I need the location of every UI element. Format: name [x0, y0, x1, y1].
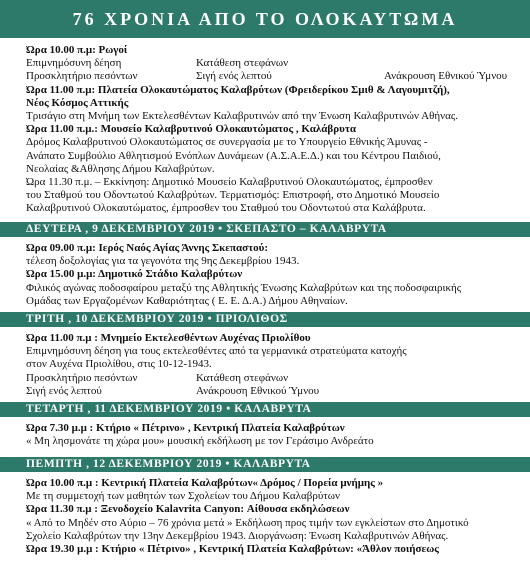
event-text: Επιμνημόσυνη δέηση για τους εκτελεσθέντες από τα γερμανικά στρατεύματα κατοχής [26, 345, 407, 358]
event-text: « Μη λησμονάτε τη χώρα μου» μουσική εκδήλωση με τον Γεράσιμο Ανδρεάτο [26, 435, 374, 448]
section-day-1 [26, 44, 526, 215]
event-text: Δρόμος Καλαβρυτινού Ολοκαυτώματος σε συνεργασία με το Υπουργείο Εθνικής Άμυνας - [26, 136, 428, 149]
event-heading: Ώρα 10.00 π.μ : Κεντρική Πλατεία Καλαβρύτων« Δρόμος / Πορεία μνήμης » [26, 477, 384, 489]
event-time-rogoi: Ώρα 10.00 π.μ: Ρωγοί [26, 44, 128, 56]
event-row: Σιγή ενός λεπτού Ανάκρουση Εθνικού Ύμνου [26, 384, 320, 397]
event-text: Ομάδας των Εργαζομένων Καθαριότητας ( Ε. Ε. Δ.Α.) Δήμου Αθηναίων. [26, 294, 348, 307]
event-heading: Ώρα 11.00 π.μ: Πλατεία Ολοκαυτώματος Καλαβρύτων (Φρειδερίκου Σμιθ & Λαγουμιτζή), [26, 83, 450, 96]
section-day-5 [26, 477, 526, 556]
event-heading: Ώρα 09.00 π.μ: Ιερός Ναός Αγίας Άννης Σκεπαστού: [26, 242, 269, 254]
event-text: Νεολαίας &Αθλησης Δήμου Καλαβρύτων. [26, 162, 215, 175]
section-day-4 [26, 422, 526, 448]
event-text: Με τη συμμετοχή των μαθητών των Σχολείων του Δήμου Καλαβρύτων [26, 490, 340, 503]
event-row: Προσκλητήριο πεσόντων Σιγή ενός λεπτού Ανάκρουση Εθνικού Ύμνου [26, 70, 508, 83]
event-heading: Ώρα 11.30 π.μ : Ξενοδοχείο Kalavrita Canyon: Αίθουσα εκδηλώσεων [26, 503, 350, 516]
event-heading: Νέος Κόσμος Αττικής [26, 96, 129, 109]
event-heading: Ώρα 15.00 μ.μ: Δημοτικό Στάδιο Καλαβρύτων [26, 268, 243, 281]
day-band-wednesday: ΤΕΤΑΡΤΗ , 11 ΔΕΚΕΜΒΡΙΟΥ 2019 • ΚΑΛΑΒΡΥΤΑ [0, 402, 530, 417]
event-text: Ώρα 11.30 π.μ. – Εκκίνηση: Δημοτικό Μουσείο Καλαβρυτινού Ολοκαυτώματος, έμπροσθεν [26, 175, 433, 188]
event-heading: Ώρα 11.00 π.μ.: Μουσείο Καλαβρυτινού Ολοκαυτώματος , Καλάβρυτα [26, 123, 357, 136]
event-text: Φιλικός αγώνας ποδοσφαίρου μεταξύ της Αθλητικής Ένωσης Καλαβρύτων και της ποδοσφαιρικής [26, 281, 462, 294]
day-band-tuesday: ΤΡΙΤΗ , 10 ΔΕΚΕΜΒΡΙΟΥ 2019 • ΠΡΙΟΛΙΘΟΣ [0, 312, 530, 327]
event-heading: Ώρα 19.30 μ.μ : Κτήριο « Πέτρινο» , Κεντρική Πλατεία Καλαβρύτων: «Άθλον ποιήσεως [26, 542, 439, 555]
page-title: 76 ΧΡΟΝΙΑ ΑΠΟ ΤΟ ΟΛΟΚΑΥΤΩΜΑ [0, 0, 530, 38]
event-text: « Από το Μηδέν στο Αύριο – 76 χρόνια μετά » Εκδήλωση προς τιμήν των εγκλείστων στο Δημοτικό [26, 516, 469, 529]
section-day-2 [26, 242, 526, 308]
event-row: Προσκλητήριο πεσόντων Κατάθεση στεφάνων [26, 371, 289, 384]
event-text: στον Αυχένα Πριολίθου, στις 10-12-1943. [26, 358, 212, 371]
section-day-3 [26, 332, 526, 398]
day-band-thursday: ΠΕΜΠΤΗ , 12 ΔΕΚΕΜΒΡΙΟΥ 2019 • ΚΑΛΑΒΡΥΤΑ [0, 457, 530, 472]
event-heading: Ώρα 11.00 π.μ : Μνημείο Εκτελεσθέντων Αυχένας Πριολίθου [26, 332, 311, 344]
event-text: Καλαβρυτινού Ολοκαυτώματος, έμπροσθεν του Σταθμού του Οδοντωτού στα Καλάβρυτα. [26, 202, 426, 215]
event-heading: Ώρα 7.30 μ.μ : Κτήριο « Πέτρινο» , Κεντρική Πλατεία Καλαβρύτων [26, 422, 345, 434]
event-text: Τρισάγιο στη Μνήμη των Εκτελεσθέντων Καλαβρυτινών από την Ένωση Καλαβρυτινών Αθήνας. [26, 109, 458, 122]
event-text: Ανάπατο Συμβούλιο Αθλητισμού Ενόπλων Δυνάμεων (Α.Σ.Α.Ε.Δ.) και του Κέντρου Παιδιού, [26, 149, 441, 162]
event-text: του Σταθμού του Οδοντωτού Καλαβρύτων. Τερματισμός: Επιστροφή, στο Δημοτικό Μουσείο [26, 189, 440, 202]
event-text: Σχολείο Καλαβρύτων την 13ην Δεκεμβρίου 1943. Διοργάνωση: Ένωση Καλαβρυτινών Αθήνας. [26, 529, 449, 542]
event-row: Επιμνημόσυνη δέηση Κατάθεση στεφάνων [26, 57, 289, 70]
event-text: τέλεση δοξολογίας για τα γεγονότα της 9ης Δεκεμβρίου 1943. [26, 255, 300, 268]
day-band-monday: ΔΕΥΤΕΡΑ , 9 ΔΕΚΕΜΒΡΙΟΥ 2019 • ΣΚΕΠΑΣΤΟ – ΚΑΛΑΒΡΥΤΑ [0, 222, 530, 237]
